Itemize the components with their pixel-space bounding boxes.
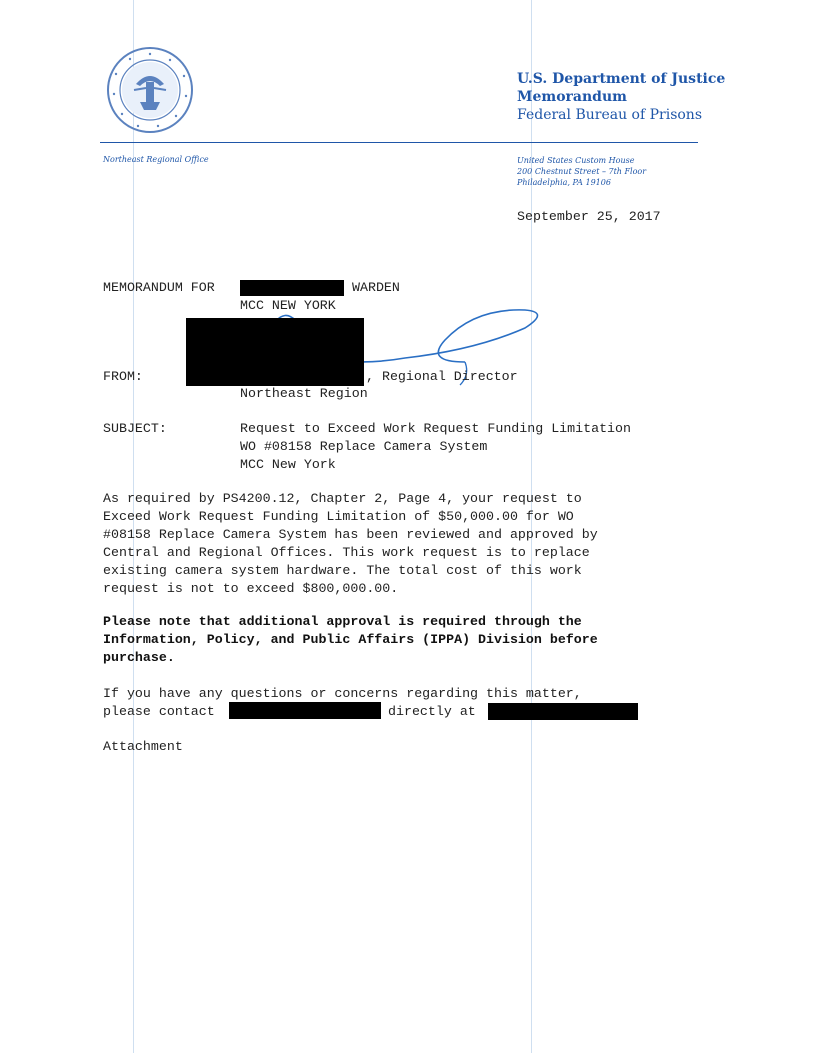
subject-label: SUBJECT: — [103, 421, 167, 436]
body-line: request is not to exceed $800,000.00. — [103, 581, 399, 596]
body-line: purchase. — [103, 650, 175, 665]
letterhead — [517, 70, 725, 124]
redaction-block — [186, 318, 364, 386]
office-address — [517, 155, 646, 188]
address-line: 200 Chestnut Street – 7th Floor — [517, 167, 647, 176]
body-line: existing camera system hardware. The total cost of this work — [103, 563, 582, 578]
subject-line: MCC New York — [240, 457, 336, 472]
redaction-block — [229, 702, 381, 719]
attachment-label: Attachment — [103, 739, 183, 754]
from-region: Northeast Region — [240, 386, 368, 401]
document-type: Memorandum — [517, 89, 627, 105]
memo-for-title: WARDEN — [352, 280, 400, 295]
body-paragraph — [103, 490, 598, 598]
contact-line: If you have any questions or concerns regarding this matter, — [103, 686, 582, 701]
memo-date: September 25, 2017 — [517, 209, 661, 224]
subject-line: WO #08158 Replace Camera System — [240, 439, 488, 454]
body-line: Exceed Work Request Funding Limitation of $50,000.00 for WO — [103, 509, 574, 524]
body-line: Central and Regional Offices. This work request is to replace — [103, 545, 590, 560]
address-line: Philadelphia, PA 19106 — [517, 178, 611, 187]
bureau-name: Federal Bureau of Prisons — [517, 107, 703, 123]
from-label: FROM: — [103, 369, 143, 384]
subject-line: Request to Exceed Work Request Funding Limitation — [240, 421, 631, 436]
body-line: Information, Policy, and Public Affairs (IPPA) Division before — [103, 632, 598, 647]
contact-line: please contact — [103, 704, 215, 719]
redaction-block — [240, 280, 344, 296]
body-line: #08158 Replace Camera System has been reviewed and approved by — [103, 527, 598, 542]
department-name: U.S. Department of Justice — [517, 71, 726, 87]
body-line: As required by PS4200.12, Chapter 2, Page 4, your request to — [103, 491, 582, 506]
office-name: Northeast Regional Office — [103, 155, 209, 164]
memo-for-location: MCC NEW YORK — [240, 298, 336, 313]
contact-line: directly at — [388, 704, 476, 719]
approval-note — [103, 613, 598, 667]
redaction-block — [488, 703, 638, 720]
letterhead-rule — [100, 142, 698, 143]
from-title: , Regional Director — [366, 369, 518, 384]
doj-bop-seal-icon — [106, 46, 194, 134]
memo-for-label: MEMORANDUM FOR — [103, 280, 215, 295]
body-line: Please note that additional approval is required through the — [103, 614, 582, 629]
address-line: United States Custom House — [517, 156, 635, 165]
